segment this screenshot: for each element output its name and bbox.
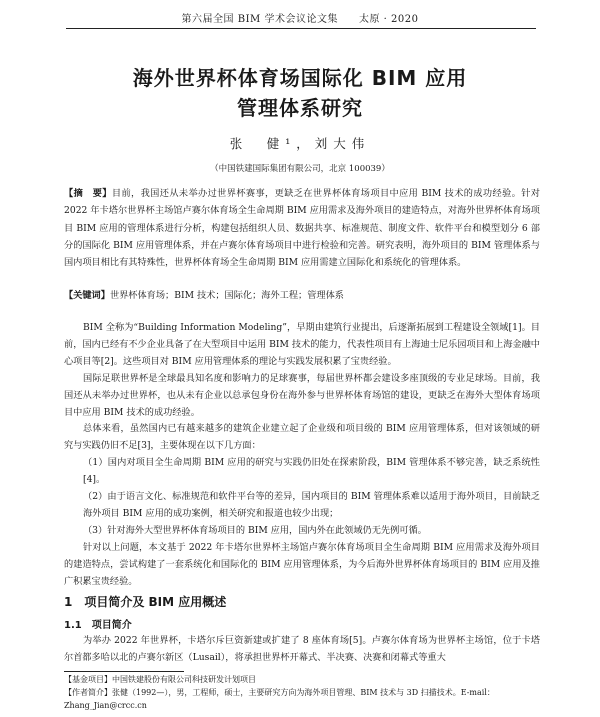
paragraph: 国际足联世界杯是全球最具知名度和影响力的足球赛事，每届世界杯都会建设多座顶级的专业足球场。目前，我国还从未举办过世界杯，也从未有企业以总承包身份在海外参与世界杯体育场馆的建设，更缺乏在海外大型体育场项目中应用 BIM 技术的成功经验。 xyxy=(64,372,540,418)
body-text-2 xyxy=(64,633,540,667)
authors: 张 健¹，刘大伟 xyxy=(229,136,371,151)
keywords-text: 世界杯体育场；BIM 技术；国际化；海外工程；管理体系 xyxy=(109,290,344,301)
paper-title-line2: 管理体系研究 xyxy=(237,96,363,120)
paragraph: 为举办 2022 年世界杯，卡塔尔斥巨资新建或扩建了 8 座体育场[5]。卢赛尔体育场为世界杯主场馆，位于卡塔尔首都多哈以北的卢赛尔新区（Lusail），将承担世界杯开幕式、半决赛、决赛和闭幕式等重大 xyxy=(64,635,540,663)
keywords xyxy=(64,289,540,303)
list-item: （2）由于语言文化、标准规范和软件平台等的差异，国内项目的 BIM 管理体系难以适用于海外项目，目前缺乏海外项目 BIM 应用的成功案例，相关研究和报道也较少出现； xyxy=(83,491,540,519)
body-text xyxy=(64,320,540,591)
affiliation: （中国铁建国际集团有限公司，北京 100039） xyxy=(210,164,390,174)
list-item: （3）针对海外大型世界杯体育场项目的 BIM 应用，国内外在此领域仍无先例可循。 xyxy=(83,524,427,536)
paragraph: BIM 全称为“Building Information Modeling”，早期由建筑行业提出，后逐渐拓展到工程建设全领域[1]。目前，国内已经有不少企业具备了在大型项目中运用 BIM 技术的能力，代表性项目有上海迪士尼乐园项目和上海金融中心项目等[2]。这些项目对 BIM 应用管理体系的理论与实践发展积累了宝贵经验。 xyxy=(64,322,540,367)
footnote-author: 【作者简介】张健（1992—），男，工程师，硕士，主要研究方向为海外项目管理、BIM 技术与 3D 扫描技术。E-mail：Zhang_Jian@crcc.cn xyxy=(64,688,495,710)
paragraph: 总体来看，虽然国内已有越来越多的建筑企业建立起了企业级和项目级的 BIM 应用管理体系，但对该领域的研究与实践仍旧不足[3]，主要体现在以下几方面： xyxy=(64,423,540,452)
footnote-rule xyxy=(64,671,184,672)
header-rule xyxy=(66,28,536,29)
paper-title-line1: 海外世界杯体育场国际化 BIM 应用 xyxy=(132,66,468,90)
list-item: （1）国内对项目全生命周期 BIM 应用的研究与实践仍旧处在探索阶段，BIM 管理体系不够完善，缺乏系统性[4]。 xyxy=(83,457,540,486)
section-heading: 1 项目简介及 BIM 应用概述 xyxy=(64,595,227,609)
subsection-heading: 1.1 项目简介 xyxy=(64,620,132,631)
running-header: 第六届全国 BIM 学术会议论文集 太原 · 2020 xyxy=(181,14,419,25)
paragraph: 针对以上问题，本文基于 2022 年卡塔尔世界杯主场馆卢赛尔体育场项目全生命周期 BIM 应用需求及海外项目的建造特点，尝试构建了一套系统化和国际化的 BIM 应用管理体系，为今后海外世界杯体育场项目的 BIM 应用及推广积累宝贵经验。 xyxy=(64,541,540,587)
abstract-label: 【摘 要】 xyxy=(64,188,112,199)
footnote-fund: 【基金项目】中国铁建股份有限公司科技研发计划项目 xyxy=(64,675,256,684)
keywords-label: 【关键词】 xyxy=(64,290,110,301)
abstract xyxy=(64,185,540,271)
abstract-text: 目前，我国还从未举办过世界杯赛事，更缺乏在世界杯体育场项目中应用 BIM 技术的成功经验。针对 2022 年卡塔尔世界杯主场馆卢赛尔体育场全生命周期 BIM 应用需求及海外项目的建造特点，对海外世界杯体育场项目 BIM 应用的管理体系进行分析，构建包括组织人员、数据共享、标准规范、制度文件、软件平台和模型划分 6 部分的国际化 BIM 应用管理体系，并在卢赛尔体育场项目中进行检验和完善。研究表明，海外项目的 BIM 管理体系与国内项目相比有其特殊性，世界杯体育场全生命周期 BIM 应用需建立国际化和系统化的管理体系。 xyxy=(64,188,540,269)
